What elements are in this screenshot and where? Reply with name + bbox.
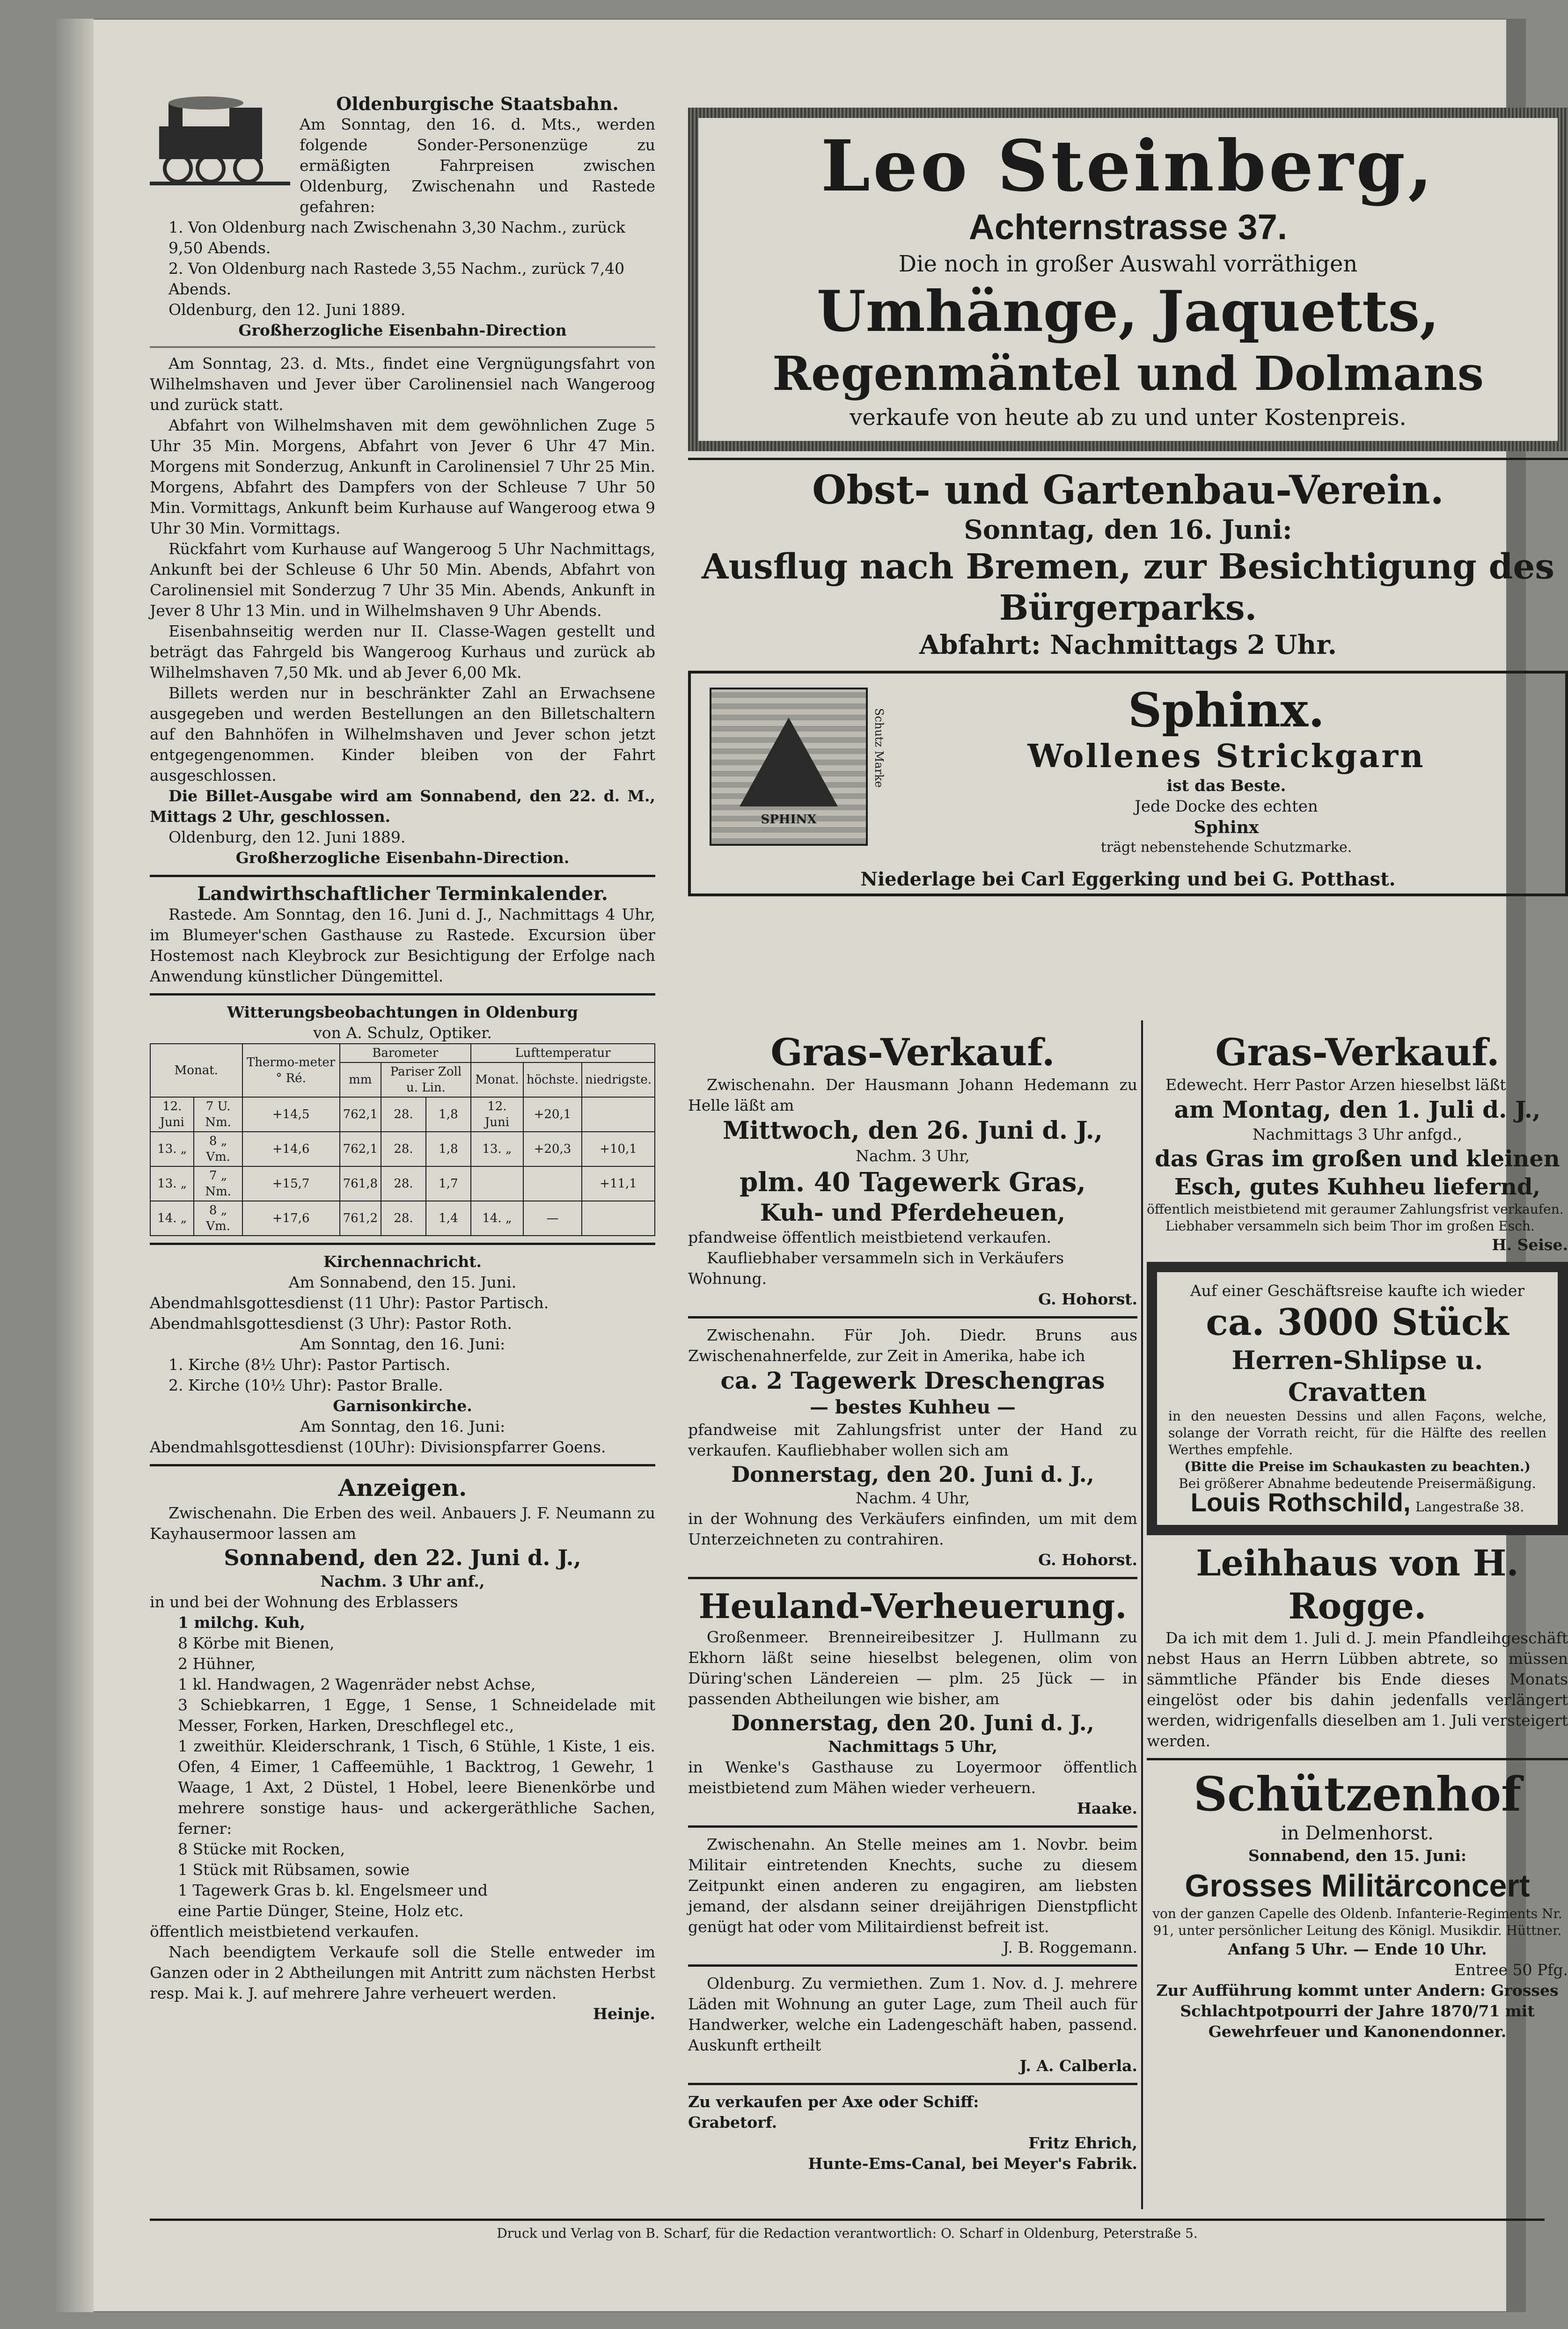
weather-cell: 28. xyxy=(381,1097,426,1132)
wangeroog-p3: Rückfahrt vom Kurhause auf Wangeroog 5 Uhr Nachmittags, Ankunft bei der Schleuse 6 Uhr 50 Min. Abends, Abfahrt von Carolinensiel mit Sonderzug 7 Uhr 35 Min. Abends, Ankunft in Jever 8 Uhr 13 Min. und in Wilhelmshaven 9 Uhr Abends. xyxy=(150,540,655,620)
gras3-date: am Montag, den 1. Juli d. J., xyxy=(1174,1096,1541,1123)
schuetzen-title: Schützenhof xyxy=(1193,1766,1522,1822)
steinberg-frame xyxy=(688,108,1568,451)
divider xyxy=(150,1464,655,1466)
weather-cell: +14,5 xyxy=(242,1097,340,1132)
wangeroog-p5: Billets werden nur in beschränkter Zahl an Erwachsene ausgegeben und werden Bestellungen an den Billetschaltern auf den Bahnhöfen in Wilhelmshaven und Jever schon jetzt entgegengenommen. Kinder bleiben von der Fahrt ausgeschlossen. xyxy=(150,684,655,784)
schuetzen-place: in Delmenhorst. xyxy=(1281,1823,1434,1844)
verkaufen-line: Grabetorf. xyxy=(688,2113,777,2131)
vermiethen-p1: Oldenburg. Zu vermiethen. Zum 1. Nov. d. J. mehrere Läden mit Wohnung an guter Lage, zum Theil auch für Handwerker, welche ein Ladengeschäft haben, passend. Auskunft ertheilt xyxy=(688,1974,1137,2054)
steinberg-line: Regenmäntel und Dolmans xyxy=(772,346,1484,401)
gras3-title: Gras-Verkauf. xyxy=(1215,1030,1500,1074)
list-item: 1 Tagewerk Gras b. kl. Engelsmeer und xyxy=(178,1881,488,1899)
heuland-date: Donnerstag, den 20. Juni d. J., xyxy=(731,1710,1094,1736)
rothschild-line: Auf einer Geschäftsreise kaufte ich wieder xyxy=(1190,1282,1525,1300)
obst-line: Abfahrt: Nachmittags 2 Uhr. xyxy=(919,630,1337,660)
right-column xyxy=(1147,1030,1568,2042)
steinberg-ad xyxy=(688,108,1568,896)
kirche-line: Am Sonntag, den 16. Juni: xyxy=(300,1335,506,1353)
divider xyxy=(688,1316,1137,1318)
weather-cell: 7 U. Nm. xyxy=(194,1097,242,1132)
list-item: 1 milchg. Kuh, xyxy=(178,1613,306,1632)
staatsbahn-notice xyxy=(150,94,655,341)
knecht-sign: J. B. Roggemann. xyxy=(1003,1938,1137,1956)
rogge-p1: Da ich mit dem 1. Juli d. J. mein Pfandleihgeschäft nebst Haus an Herrn Lübben abtrete, so müssen sämmtliche Pfänder bis Ende dieses Monats eingelöst oder bis dahin jedenfalls verlängert werden, widrigenfalls dieselben am 1. Juli versteigert werden. xyxy=(1147,1629,1568,1750)
gras2-sign: G. Hohorst. xyxy=(1038,1551,1137,1569)
sphinx-mark-label: Schutz Marke xyxy=(872,708,886,788)
gras2-p1: Zwischenahn. Für Joh. Diedr. Bruns aus Zwischenahnerfelde, zur Zeit in Amerika, habe ich xyxy=(688,1326,1137,1365)
weather-cell: +17,6 xyxy=(242,1201,340,1236)
divider xyxy=(150,346,655,348)
heuland-time: Nachmittags 5 Uhr, xyxy=(828,1737,997,1756)
schuetzen-line: von der ganzen Capelle des Oldenb. Infanterie-Regiments Nr. 91, unter persönlicher Leitung des Königl. Musikdir. Hüttner. xyxy=(1152,1906,1562,1938)
middle-column xyxy=(688,1030,1137,2174)
weather-cell: +11,1 xyxy=(582,1166,655,1201)
wangeroog-notice xyxy=(150,353,655,868)
steinberg-line: verkaufe von heute ab zu und unter Kostenpreis. xyxy=(850,404,1407,431)
weather-cell: 1,8 xyxy=(426,1132,471,1166)
rothschild-ad xyxy=(1147,1262,1568,1535)
weather-cell xyxy=(582,1097,655,1132)
weather-header: Thermo-meter ° Ré. xyxy=(242,1044,340,1097)
gras2-line: ca. 2 Tagewerk Dreschengras xyxy=(720,1367,1105,1394)
weather-cell: 8 „ Vm. xyxy=(194,1132,242,1166)
imprint-footer: Druck und Verlag von B. Scharf, für die Redaction verantwortlich: O. Scharf in Oldenburg, Peterstraße 5. xyxy=(150,2219,1545,2241)
weather-cell: 8 „ Vm. xyxy=(194,1201,242,1236)
table-row xyxy=(150,1132,655,1166)
weather-cell: 28. xyxy=(381,1201,426,1236)
weather-header: Barometer xyxy=(340,1044,471,1062)
gras3-line: Esch, gutes Kuhheu liefernd, xyxy=(1174,1174,1541,1200)
schuetzen-line: Anfang 5 Uhr. — Ende 10 Uhr. xyxy=(1228,1940,1487,1958)
anzeigen-p1: Zwischenahn. Die Erben des weil. Anbauers J. F. Neumann zu Kayhausermoor lassen am xyxy=(150,1504,655,1543)
gras1-title: Gras-Verkauf. xyxy=(770,1030,1055,1074)
wangeroog-date: Oldenburg, den 12. Juni 1889. xyxy=(169,828,406,846)
kirche-title: Kirchennachricht. xyxy=(323,1252,482,1271)
divider xyxy=(688,1825,1137,1828)
list-item: 1 Stück mit Rübsamen, sowie xyxy=(178,1860,410,1879)
sphinx-line: Sphinx xyxy=(1194,818,1259,837)
list-item: 8 Körbe mit Bienen, xyxy=(178,1634,335,1652)
sphinx-title: Sphinx. xyxy=(1128,682,1325,738)
page-gutter xyxy=(56,19,94,2312)
weather-header: mm xyxy=(340,1062,381,1097)
weather-cell: 13. „ xyxy=(471,1132,523,1166)
verkaufen-line: Fritz Ehrich, xyxy=(1028,2134,1137,2152)
gras2-line: — bestes Kuhheu — xyxy=(810,1396,1016,1418)
locomotive-icon xyxy=(150,94,290,187)
weather-report xyxy=(150,1002,655,1236)
staatsbahn-item: 1. Von Oldenburg nach Zwischenahn 3,30 Nachm., zurück 9,50 Abends. xyxy=(169,218,625,257)
gras2-p2: pfandweise mit Zahlungsfrist unter der Hand zu verkaufen. Kaufliebhaber wollen sich am xyxy=(688,1421,1137,1459)
weather-cell: +14,6 xyxy=(242,1132,340,1166)
sphinx-line: Jede Docke des echten xyxy=(1135,797,1318,816)
weather-cell: +20,1 xyxy=(523,1097,582,1132)
anzeigen-sign: Heinje. xyxy=(593,2005,655,2023)
sphinx-ad xyxy=(688,671,1568,896)
verkaufen-line: Zu verkaufen per Axe oder Schiff: xyxy=(688,2093,979,2111)
staatsbahn-title: Oldenburgische Staatsbahn. xyxy=(336,93,619,114)
obst-date: Sonntag, den 16. Juni: xyxy=(964,514,1292,545)
gras1-p3: Kaufliebhaber versammeln sich in Verkäufers Wohnung. xyxy=(688,1249,1064,1288)
weather-header: Monat. xyxy=(150,1044,242,1097)
gras3-p3: Liebhaber versammeln sich beim Thor im großen Esch. xyxy=(1165,1218,1535,1234)
weather-cell: 14. „ xyxy=(471,1201,523,1236)
divider xyxy=(688,458,1568,460)
heuland-p2: in Wenke's Gasthause zu Loyermoor öffentlich meistbietend zum Mähen wieder verheuern. xyxy=(688,1758,1137,1797)
sphinx-line: trägt nebenstehende Schutzmarke. xyxy=(1100,839,1352,856)
table-row xyxy=(150,1201,655,1236)
gras1-line: plm. 40 Tagewerk Gras, xyxy=(740,1167,1086,1198)
rothschild-address: Langestraße 38. xyxy=(1415,1499,1524,1515)
kirche-line: 1. Kirche (8½ Uhr): Pastor Partisch. xyxy=(169,1355,451,1374)
weather-header: niedrigste. xyxy=(582,1062,655,1097)
weather-cell: 762,1 xyxy=(340,1132,381,1166)
divider xyxy=(150,1243,655,1245)
kirche-line: Am Sonnabend, den 15. Juni. xyxy=(288,1273,517,1291)
weather-cell: 762,1 xyxy=(340,1097,381,1132)
sphinx-pyramid-icon xyxy=(740,718,838,806)
kirche-line: Abendmahlsgottesdienst (3 Uhr): Pastor Roth. xyxy=(150,1314,512,1333)
gras3-time: Nachmittags 3 Uhr anfgd., xyxy=(1252,1125,1463,1143)
sphinx-logo-text: SPHINX xyxy=(761,813,817,827)
weather-cell xyxy=(471,1166,523,1201)
weather-cell: 1,4 xyxy=(426,1201,471,1236)
weather-cell: 1,8 xyxy=(426,1097,471,1132)
wangeroog-sign: Großherzogliche Eisenbahn-Direction. xyxy=(235,849,570,867)
weather-header: Pariser Zoll u. Lin. xyxy=(381,1062,471,1097)
column-separator xyxy=(1141,1020,1143,2209)
divider xyxy=(688,1964,1137,1967)
sphinx-line: ist das Beste. xyxy=(1166,776,1286,795)
garnison-title: Garnisonkirche. xyxy=(333,1397,472,1415)
anzeigen-items xyxy=(150,1612,655,1921)
wangeroog-p2: Abfahrt von Wilhelmshaven mit dem gewöhnlichen Zuge 5 Uhr 35 Min. Morgens, Abfahrt von Jever 6 Uhr 47 Min. Morgens mit Sonderzug, Ankunft in Carolinensiel 7 Uhr 25 Min. Morgens, Abfahrt des Dampfers von der Schleuse 7 Uhr 50 Min. Vormittags, Ankunft beim Kurhause auf Wangeroog etwa 9 Uhr 30 Min. Vormittags. xyxy=(150,416,655,537)
schuetzen-line: Zur Aufführung kommt unter Andern: Grosses Schlachtpotpourri der Jahre 1870/71 mit Gewehrfeuer und Kanonendonner. xyxy=(1156,1981,1559,2041)
list-item: 1 zweithür. Kleiderschrank, 1 Tisch, 6 Stühle, 1 Kiste, 1 eis. Ofen, 4 Eimer, 1 Caffeemühle, 1 Backtrog, 1 Gewehr, 1 Waage, 1 Axt, 2 Düstel, 1 Hobel, leere Bienenkörbe und mehrere sonstige haus- und ackergeräthliche Sachen, ferner: xyxy=(178,1737,655,1838)
gras2-p3: in der Wohnung des Verkäufers einfinden, um mit dem Unterzeichneten zu contrahiren. xyxy=(688,1509,1137,1548)
schuetzen-line: Grosses Militärconcert xyxy=(1185,1868,1530,1904)
kirche-line: 2. Kirche (10½ Uhr): Pastor Bralle. xyxy=(169,1376,443,1394)
gras1-p2: pfandweise öffentlich meistbietend verkaufen. xyxy=(688,1228,1052,1246)
gras2-time: Nachm. 4 Uhr, xyxy=(856,1489,970,1507)
list-item: 8 Stücke mit Rocken, xyxy=(178,1840,345,1858)
verkaufen-line: Hunte-Ems-Canal, bei Meyer's Fabrik. xyxy=(808,2154,1137,2173)
schuetzen-date: Sonnabend, den 15. Juni: xyxy=(1248,1846,1467,1865)
weather-table xyxy=(150,1043,655,1236)
weather-cell: 12. Juni xyxy=(150,1097,194,1132)
anzeigen-date: Sonnabend, den 22. Juni d. J., xyxy=(224,1545,581,1570)
weather-cell: 761,8 xyxy=(340,1166,381,1201)
kirche-line: Abendmahlsgottesdienst (11 Uhr): Pastor Partisch. xyxy=(150,1294,549,1312)
divider xyxy=(688,1577,1137,1579)
anzeigen-p4: Nach beendigtem Verkaufe soll die Stelle entweder im Ganzen oder in 2 Abtheilungen mit Antritt zum nächsten Herbst resp. Mai k. J. auf mehrere Jahre verheuert werden. xyxy=(150,1943,655,2002)
weather-cell: 7 „ Nm. xyxy=(194,1166,242,1201)
anzeigen-p2: in und bei der Wohnung des Erblassers xyxy=(150,1593,458,1611)
termin-text: Rastede. Am Sonntag, den 16. Juni d. J., Nachmittags 4 Uhr, im Blumeyer'schen Gasthause zu Rastede. Excursion über Hostemost nach Kleybrock zur Besichtigung der Erfolge nach Anwendung künstlicher Düngemittel. xyxy=(150,905,655,985)
weather-cell xyxy=(582,1201,655,1236)
heuland-sign: Haake. xyxy=(1077,1799,1137,1817)
divider xyxy=(150,875,655,877)
rothschild-line: Bei größerer Abnahme bedeutende Preisermäßigung. xyxy=(1179,1476,1536,1491)
sphinx-sub: Wollenes Strickgarn xyxy=(1027,738,1425,775)
table-row xyxy=(150,1097,655,1132)
heuland-title: Heuland-Verheuerung. xyxy=(698,1586,1127,1626)
newspaper-page xyxy=(56,19,1568,2312)
garnison-line: Abendmahlsgottesdienst (10Uhr): Divisionspfarrer Goens. xyxy=(150,1438,606,1456)
steinberg-name: Leo Steinberg, xyxy=(821,125,1436,207)
gras3-p1: Edewecht. Herr Pastor Arzen hieselbst läßt xyxy=(1165,1076,1506,1094)
rogge-title: Leihhaus von H. Rogge. xyxy=(1196,1542,1519,1627)
weather-sub: von A. Schulz, Optiker. xyxy=(313,1024,492,1042)
gras3-line: das Gras im großen und kleinen xyxy=(1155,1146,1560,1172)
schuetzen-line: Entree 50 Pfg. xyxy=(1454,1961,1568,1979)
rothschild-line: (Bitte die Preise im Schaukasten zu beachten.) xyxy=(1184,1459,1531,1474)
weather-cell xyxy=(523,1166,582,1201)
weather-cell: 12. Juni xyxy=(471,1097,523,1132)
steinberg-line: Die noch in großer Auswahl vorräthigen xyxy=(898,251,1358,277)
table-row xyxy=(150,1166,655,1201)
gras3-p2: öffentlich meistbietend mit geraumer Zahlungsfrist verkaufen. xyxy=(1147,1201,1564,1217)
wangeroog-p6: Die Billet-Ausgabe wird am Sonnabend, den 22. d. M., Mittags 2 Uhr, geschlossen. xyxy=(150,787,655,826)
weather-header: Lufttemperatur xyxy=(471,1044,655,1062)
kirchennachricht xyxy=(150,1252,655,1457)
obst-title: Obst- und Gartenbau-Verein. xyxy=(812,467,1444,513)
gras1-date: Mittwoch, den 26. Juni d. J., xyxy=(723,1116,1103,1145)
rothschild-name: Louis Rothschild, xyxy=(1190,1487,1411,1517)
obst-ad xyxy=(688,467,1568,661)
steinberg-address: Achternstrasse 37. xyxy=(968,207,1288,247)
gras1-p1: Zwischenahn. Der Hausmann Johann Hedemann zu Helle läßt am xyxy=(688,1076,1137,1114)
weather-header: Monat. xyxy=(471,1062,523,1097)
anzeigen-time: Nachm. 3 Uhr anf., xyxy=(320,1572,485,1590)
divider xyxy=(688,2083,1137,2085)
gras2-date: Donnerstag, den 20. Juni d. J., xyxy=(731,1462,1094,1487)
vermiethen-sign: J. A. Calberla. xyxy=(1019,2057,1137,2075)
steinberg-line: Umhänge, Jaquetts, xyxy=(817,278,1439,344)
list-item: eine Partie Dünger, Steine, Holz etc. xyxy=(178,1902,464,1920)
anzeigen-p3: öffentlich meistbietend verkaufen. xyxy=(150,1922,419,1941)
weather-cell: — xyxy=(523,1201,582,1236)
list-item: 3 Schiebkarren, 1 Egge, 1 Sense, 1 Schneidelade mit Messer, Forken, Harken, Dreschflegel etc., xyxy=(178,1696,655,1735)
staatsbahn-date: Oldenburg, den 12. Juni 1889. xyxy=(169,300,406,319)
sphinx-trademark xyxy=(710,688,886,846)
wangeroog-p4: Eisenbahnseitig werden nur II. Classe-Wagen gestellt und beträgt das Fahrgeld bis Wangeroog Kurhaus und zurück ab Wilhelmshaven 7,50 Mk. und ab Jever 6,00 Mk. xyxy=(150,622,655,681)
terminkalender xyxy=(150,884,655,987)
staatsbahn-sign: Großherzogliche Eisenbahn-Direction xyxy=(238,321,567,339)
knecht-p1: Zwischenahn. An Stelle meines am 1. Novbr. beim Militair eintretenden Knechts, suche zu diesem Zeitpunkt einen anderen zu engagiren, am liebsten jemand, der alsdann seiner dreijährigen Dienstpflicht genügt hat oder vom Militairdienst befreit ist. xyxy=(688,1835,1137,1936)
list-item: 1 kl. Handwagen, 2 Wagenräder nebst Achse, xyxy=(178,1675,536,1693)
termin-title: Landwirthschaftlicher Terminkalender. xyxy=(197,883,608,905)
divider xyxy=(1147,1758,1568,1760)
rothschild-line: Herren-Shlipse u. Cravatten xyxy=(1231,1345,1483,1407)
sphinx-line: Niederlage bei Carl Eggerking und bei G. Potthast. xyxy=(860,868,1396,890)
staatsbahn-intro: Am Sonntag, den 16. d. Mts., werden folgende Sonder-Personenzüge zu ermäßigten Fahrpreisen zwischen Oldenburg, Zwischenahn und Rastede gefahren: xyxy=(300,115,655,216)
anzeigen-title: Anzeigen. xyxy=(338,1474,467,1501)
weather-title: Witterungsbeobachtungen in Oldenburg xyxy=(227,1003,578,1021)
weather-cell: 13. „ xyxy=(150,1132,194,1166)
rothschild-line: in den neuesten Dessins und allen Façons, welche, solange der Vorrath reicht, für die Hälfte des reellen Werthes empfehle. xyxy=(1168,1408,1546,1457)
gras1-line: Kuh- und Pferdeheuen, xyxy=(760,1199,1066,1226)
divider xyxy=(150,993,655,996)
gras3-sign: H. Seise. xyxy=(1492,1236,1568,1254)
gras1-time: Nachm. 3 Uhr, xyxy=(856,1147,970,1165)
weather-header: höchste. xyxy=(523,1062,582,1097)
staatsbahn-item: 2. Von Oldenburg nach Rastede 3,55 Nachm., zurück 7,40 Abends. xyxy=(169,259,625,298)
left-column xyxy=(150,94,655,2024)
weather-cell: 13. „ xyxy=(150,1166,194,1201)
weather-cell: 761,2 xyxy=(340,1201,381,1236)
weather-cell: 28. xyxy=(381,1132,426,1166)
obst-line: Ausflug nach Bremen, zur Besichtigung des Bürgerparks. xyxy=(701,547,1555,628)
heuland-p1: Großenmeer. Brenneireibesitzer J. Hullmann zu Ekhorn läßt seine hieselbst belegenen, olim von Düring'schen Ländereien — plm. 25 Jück — in passenden Abtheilungen wie bisher, am xyxy=(688,1628,1137,1708)
weather-cell: +10,1 xyxy=(582,1132,655,1166)
wangeroog-p1: Am Sonntag, 23. d. Mts., findet eine Vergnügungsfahrt von Wilhelmshaven und Jever über Carolinensiel nach Wangeroog und zurück statt. xyxy=(150,354,655,414)
gras1-sign: G. Hohorst. xyxy=(1038,1290,1137,1308)
weather-cell: +20,3 xyxy=(523,1132,582,1166)
weather-cell: 14. „ xyxy=(150,1201,194,1236)
anzeigen-section xyxy=(150,1473,655,2024)
weather-cell: 28. xyxy=(381,1166,426,1201)
weather-cell: +15,7 xyxy=(242,1166,340,1201)
list-item: 2 Hühner, xyxy=(178,1655,256,1673)
rothschild-line: ca. 3000 Stück xyxy=(1206,1301,1509,1344)
weather-cell: 1,7 xyxy=(426,1166,471,1201)
garnison-line: Am Sonntag, den 16. Juni: xyxy=(300,1417,506,1435)
